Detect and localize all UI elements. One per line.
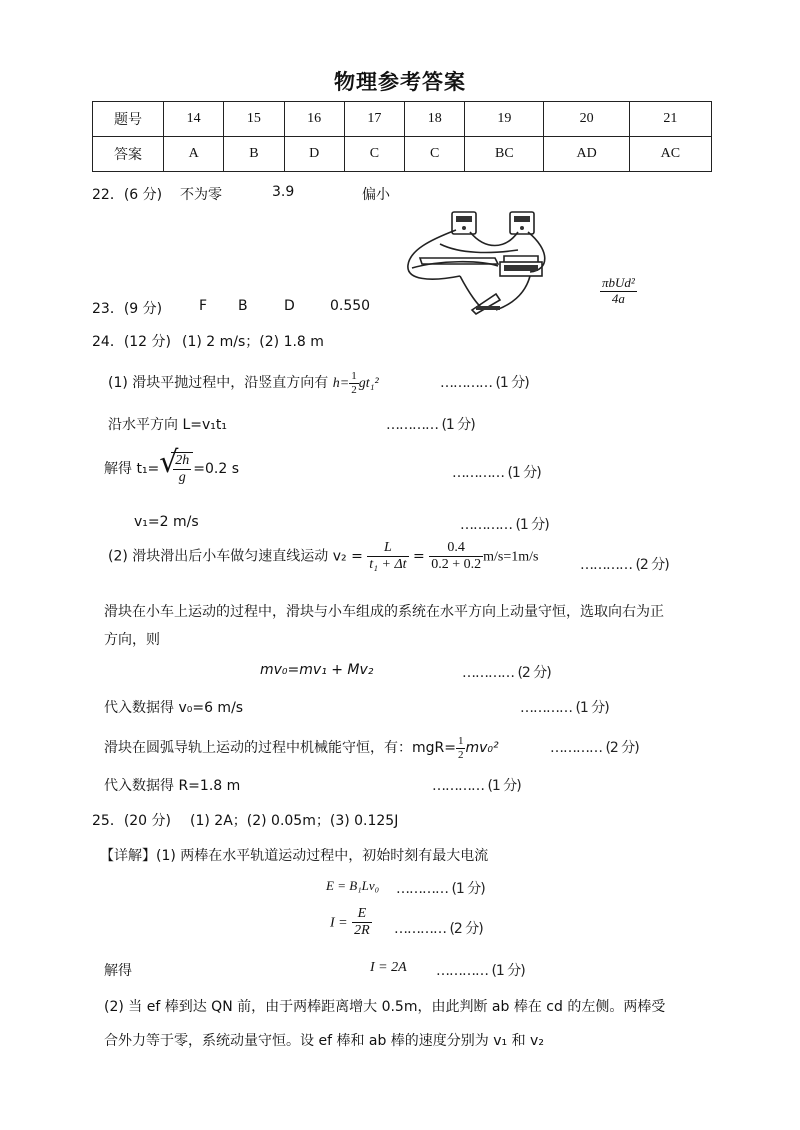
table-cell: 14 — [164, 102, 224, 137]
q24-label: 24．(12 分) — [92, 334, 172, 350]
q24-line-11: 代入数据得 R=1.8 m — [104, 778, 241, 794]
q23-answer-2: B — [238, 298, 248, 314]
table-cell: 15 — [224, 102, 284, 137]
q22-answer-2: 3.9 — [272, 184, 295, 200]
q25-line-1: 【详解】(1) 两棒在水平轨道运动过程中，初始时刻有最大电流 — [100, 848, 489, 864]
q25-summary: (1) 2A；(2) 0.05m；(3) 0.125J — [190, 813, 399, 829]
q24-score-8: ………… (2 分) — [462, 665, 551, 681]
q24-score-1: ………… (1 分) — [440, 375, 529, 391]
table-row — [93, 102, 712, 137]
q23-label: 23．(9 分) — [92, 301, 163, 317]
q24-line-5-pre: (2) 滑块滑出后小车做匀速直线运动 v₂ = — [108, 548, 363, 565]
q25-line-6: 合外力等于零，系统动量守恒。设 ef 棒和 ab 棒的速度分别为 v₁ 和 v₂ — [104, 1033, 544, 1049]
q24-line-3 — [104, 445, 240, 486]
q24-line-1 — [108, 370, 379, 396]
current-numerator: E — [352, 906, 372, 923]
q24-line-7: 方向，则 — [104, 632, 160, 648]
q24-summary: (1) 2 m/s；(2) 1.8 m — [182, 334, 324, 350]
current-denominator: 2R — [354, 923, 370, 939]
value-frac-numerator: 0.4 — [429, 540, 483, 557]
q25-line-2: E = B₁Lv₀ — [326, 878, 380, 893]
q24-line-4: v₁=2 m/s — [134, 514, 199, 530]
q25-line-4: I = 2A — [370, 960, 407, 975]
q23-answer-1: F — [199, 298, 208, 314]
q24-score-10: ………… (2 分) — [550, 740, 639, 756]
q25-line-5: (2) 当 ef 棒到达 QN 前，由于两棒距离增大 0.5m，由此判断 ab 棒在 cd 的左侧。两棒受 — [104, 999, 666, 1015]
page-title: 物理参考答案 — [334, 70, 466, 94]
q24-line-2: 沿水平方向 L=v₁t₁ — [108, 417, 227, 433]
table-cell: C — [405, 137, 465, 172]
sqrt-denominator: g — [178, 470, 186, 486]
table-cell: B — [224, 137, 284, 172]
q22-label: 22．(6 分) — [92, 187, 163, 203]
q24-score-4: ………… (1 分) — [460, 517, 549, 533]
q24-score-2: ………… (1 分) — [386, 417, 475, 433]
q24-line-10-post: mv₀² — [465, 740, 499, 757]
circuit-diagram-image — [400, 210, 560, 320]
equals-sign: = — [413, 548, 425, 565]
q25-score-2: ………… (1 分) — [396, 881, 485, 897]
q25-label: 25．(20 分) — [92, 813, 172, 829]
q25-line-3 — [330, 906, 372, 939]
v2-frac-denominator: t₁ + Δt — [369, 557, 407, 573]
table-header-cell: 题号 — [93, 102, 164, 137]
formula-numerator: πbUd² — [602, 275, 635, 290]
table-cell: 21 — [629, 102, 711, 137]
half-denominator: 2 — [457, 748, 464, 761]
table-cell: 17 — [344, 102, 404, 137]
table-cell: A — [164, 137, 224, 172]
table-cell: C — [344, 137, 404, 172]
q24-line-1-tail: gt₁² — [358, 376, 379, 392]
answer-table — [92, 101, 712, 172]
q24-line-9: 代入数据得 v₀=6 m/s — [104, 700, 244, 716]
sqrt-numerator: 2h — [173, 453, 191, 470]
q25-line-4-label: 解得 — [104, 963, 132, 979]
q22-answer-3: 偏小 — [362, 187, 390, 203]
formula-denominator: 4a — [611, 290, 625, 306]
q24-line-10-pre: 滑块在圆弧导轨上运动的过程中机械能守恒，有：mgR= — [104, 740, 456, 757]
q24-line-5 — [108, 540, 538, 573]
table-row — [93, 137, 712, 172]
table-cell: D — [284, 137, 344, 172]
q24-line-6: 滑块在小车上运动的过程中，滑块与小车组成的系统在水平方向上动量守恒，选取向右为正 — [104, 604, 664, 620]
q24-line-1-formula: h= — [332, 376, 350, 392]
value-frac-denominator: 0.2 + 0.2 — [431, 557, 482, 573]
q22-answer-1: 不为零 — [180, 187, 222, 203]
table-cell: BC — [465, 137, 544, 172]
q25-score-3: ………… (2 分) — [394, 921, 483, 937]
v2-frac-numerator: L — [367, 540, 408, 557]
q24-line-1-text: (1) 滑块平抛过程中，沿竖直方向有 — [108, 375, 329, 392]
q24-score-9: ………… (1 分) — [520, 700, 609, 716]
table-cell: 18 — [405, 102, 465, 137]
q24-line-8: mv₀=mv₁ + Mv₂ — [260, 662, 374, 678]
half-denominator: 2 — [351, 383, 357, 396]
table-cell: 20 — [544, 102, 629, 137]
q25-line-3-pre: I = — [330, 915, 348, 931]
q24-score-3: ………… (1 分) — [452, 465, 541, 481]
q24-score-11: ………… (1 分) — [432, 778, 521, 794]
table-header-cell: 答案 — [93, 137, 164, 172]
q24-line-10 — [104, 735, 499, 761]
q24-line-3-pre: 解得 t₁= — [104, 461, 160, 478]
q24-score-5: ………… (2 分) — [580, 557, 669, 573]
table-cell: AC — [629, 137, 711, 172]
table-cell: AD — [544, 137, 629, 172]
table-cell: 16 — [284, 102, 344, 137]
q24-line-3-post: =0.2 s — [193, 461, 240, 478]
sqrt-expression: √ $\frac{2h}{g}$ — [159, 452, 193, 486]
half-numerator: 1 — [457, 735, 464, 747]
q25-score-4: ………… (1 分) — [436, 963, 525, 979]
q23-answer-3: D — [284, 298, 295, 314]
half-numerator: 1 — [351, 370, 357, 382]
table-cell: 19 — [465, 102, 544, 137]
q24-line-5-post: m/s=1m/s — [483, 549, 539, 565]
q23-formula — [600, 276, 637, 307]
q23-answer-4: 0.550 — [330, 298, 371, 314]
